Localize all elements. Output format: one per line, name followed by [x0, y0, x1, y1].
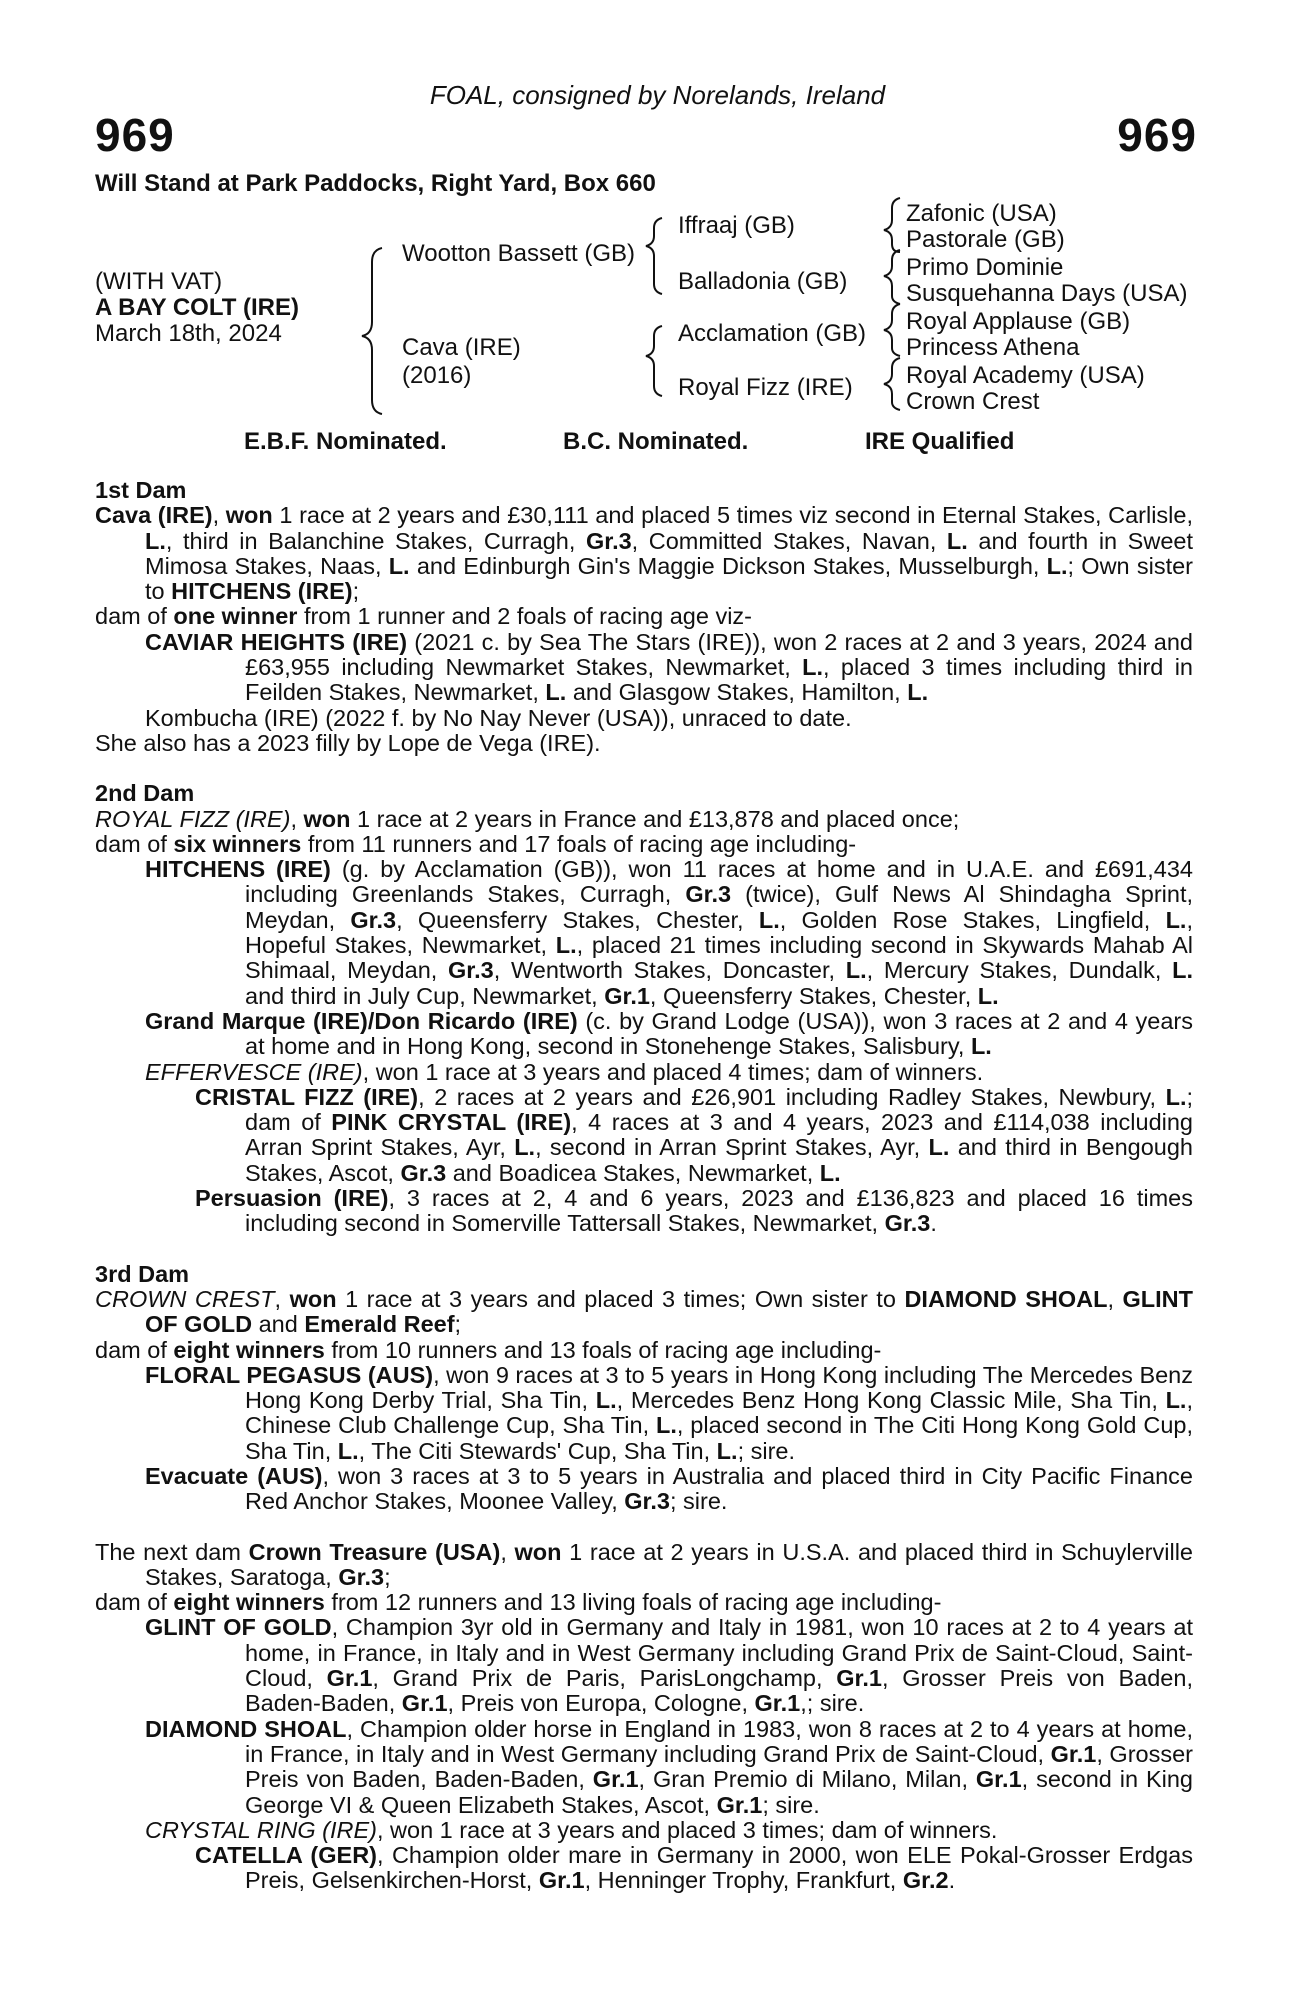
section-first-dam: 1st Dam: [95, 477, 187, 503]
pedigree-sire-sire: Iffraaj (GB): [678, 212, 795, 239]
pedigree-dss: Royal Applause (GB): [906, 308, 1131, 335]
first-dam-entry: Cava (IRE), won 1 race at 2 years and £30,111 and placed 5 times viz second in Eternal Stakes, Carlisle, L., third in Balanchine Stakes, Curragh, Gr.3, Committed Stakes, Navan, L. and fourth in Sweet Mimosa Stakes, Naas, L. and Edinburgh Gin's Maggie Dickson Stakes, Musselburgh, L.; Own sister to HITCHENS (IRE);: [95, 502, 1193, 605]
pedigree-dam-dam: Royal Fizz (IRE): [678, 374, 853, 401]
produce-hitchens: HITCHENS (IRE) (g. by Acclamation (GB)), won 11 races at home and in U.A.E. and £691,434 including Greenlands Stakes, Curragh, Gr.3 (twice), Gulf News Al Shindagha Sprint, Meydan, Gr.3, Queensferry Stakes, Chester, L., Golden Rose Stakes, Lingfield, L., Hopeful Stakes, Newmarket, L., placed 21 times including second in Skywards Mahab Al Shimaal, Meydan, Gr.3, Wentworth Stakes, Doncaster, L., Mercury Stakes, Dundalk, L. and third in July Cup, Newmarket, Gr.1, Queensferry Stakes, Chester, L.: [145, 856, 1194, 1009]
second-dam-entry: ROYAL FIZZ (IRE), won 1 race at 2 years in France and £13,878 and placed once;: [95, 805, 960, 832]
foal-consignor: FOAL, consigned by Norelands, Ireland: [429, 80, 886, 110]
vat-label: (WITH VAT): [95, 268, 223, 295]
produce-kombucha: Kombucha (IRE) (2022 f. by No Nay Never (USA)), unraced to date.: [145, 704, 852, 731]
pedigree-sdd: Susquehanna Days (USA): [906, 280, 1188, 307]
pedigree-sire-dam: Balladonia (GB): [678, 268, 848, 295]
ebf-nominated: E.B.F. Nominated.: [244, 428, 447, 455]
produce-crystal-ring: CRYSTAL RING (IRE), won 1 race at 3 years and placed 3 times; dam of winners.: [145, 1816, 998, 1843]
produce-evacuate: Evacuate (AUS), won 3 races at 3 to 5 years in Australia and placed third in City Pacific Finance Red Anchor Stakes, Moonee Valley, Gr.3; sire.: [145, 1462, 1193, 1515]
produce-grand-marque: Grand Marque (IRE)/Don Ricardo (IRE) (c. by Grand Lodge (USA)), won 3 races at 2 and 4 years at home and in Hong Kong, second in Stonehenge Stakes, Salisbury, L.: [145, 1007, 1193, 1060]
section-third-dam: 3rd Dam: [95, 1260, 190, 1287]
pedigree-dam-sire: Acclamation (GB): [678, 320, 867, 347]
pedigree-dam: Cava (IRE): [402, 334, 521, 361]
produce-caviar-heights: CAVIAR HEIGHTS (IRE) (2021 c. by Sea The Stars (IRE)), won 2 races at 2 and 3 years, 2024 and £63,955 including Newmarket Stakes, Newmarket, L., placed 3 times including third in Feilden Stakes, Newmarket, L. and Glasgow Stakes, Hamilton, L.: [145, 628, 1193, 706]
pedigree-braces: [0, 0, 1315, 420]
foaling-date: March 18th, 2024: [95, 320, 282, 347]
next-dam-entry: The next dam Crown Treasure (USA), won 1 race at 2 years in U.S.A. and placed third in Schuylerville Stakes, Saratoga, Gr.3;: [95, 1538, 1193, 1590]
bc-nominated: B.C. Nominated.: [563, 428, 749, 455]
pedigree-sss: Zafonic (USA): [906, 200, 1057, 227]
produce-filly-note: She also has a 2023 filly by Lope de Vega (IRE).: [95, 729, 601, 756]
pedigree-ssd: Pastorale (GB): [906, 226, 1065, 253]
produce-persuasion: Persuasion (IRE), 3 races at 2, 4 and 6 years, 2023 and £136,823 and placed 16 times including second in Somerville Tattersall Stakes, Newmarket, Gr.3.: [195, 1185, 1193, 1237]
first-dam-produce-summary: dam of one winner from 1 runner and 2 foals of racing age viz-: [95, 603, 752, 630]
produce-catella: CATELLA (GER), Champion older mare in Germany in 2000, won ELE Pokal-Grosser Erdgas Preis, Gelsenkirchen-Horst, Gr.1, Henninger Trophy, Frankfurt, Gr.2.: [195, 1842, 1193, 1894]
pedigree-dsd: Princess Athena: [906, 334, 1080, 361]
produce-effervesce: EFFERVESCE (IRE), won 1 race at 3 years and placed 4 times; dam of winners.: [145, 1058, 984, 1085]
produce-glint-of-gold: GLINT OF GOLD, Champion 3yr old in Germany and Italy in 1981, won 10 races at 2 to 4 years at home, in France, in Italy and in West Germany including Grand Prix de Saint-Cloud, Saint-Cloud, Gr.1, Grand Prix de Paris, ParisLongchamp, Gr.1, Grosser Preis von Baden, Baden-Baden, Gr.1, Preis von Europa, Cologne, Gr.1,; sire.: [145, 1614, 1193, 1717]
pedigree-sire: Wootton Bassett (GB): [402, 240, 635, 267]
next-dam-produce-summary: dam of eight winners from 12 runners and 13 living foals of racing age including-: [95, 1589, 942, 1616]
third-dam-entry: CROWN CREST, won 1 race at 3 years and placed 3 times; Own sister to DIAMOND SHOAL, GLINT OF GOLD and Emerald Reef;: [95, 1285, 1194, 1338]
lot-number-right: 969: [1117, 109, 1197, 161]
section-second-dam: 2nd Dam: [95, 780, 195, 807]
stand-location: Will Stand at Park Paddocks, Right Yard, Box 660: [95, 170, 656, 197]
catalogue-body: [95, 478, 1193, 1894]
produce-floral-pegasus: FLORAL PEGASUS (AUS), won 9 races at 3 to 5 years in Hong Kong including The Mercedes Benz Hong Kong Derby Trial, Sha Tin, L., Mercedes Benz Hong Kong Classic Mile, Sha Tin, L., Chinese Club Challenge Cup, Sha Tin, L., placed second in The Citi Hong Kong Gold Cup, Sha Tin, L., The Citi Stewards' Cup, Sha Tin, L.; sire.: [145, 1361, 1194, 1464]
produce-cristal-fizz: CRISTAL FIZZ (IRE), 2 races at 2 years and £26,901 including Radley Stakes, Newbury, L.; dam of PINK CRYSTAL (IRE), 4 races at 3 and 4 years, 2023 and £114,038 including Arran Sprint Stakes, Ayr, L., second in Arran Sprint Stakes, Ayr, L. and third in Bengough Stakes, Ascot, Gr.3 and Boadicea Stakes, Newmarket, L.: [195, 1083, 1194, 1186]
ire-qualified: IRE Qualified: [865, 428, 1015, 455]
pedigree-dds: Royal Academy (USA): [906, 362, 1145, 389]
second-dam-produce-summary: dam of six winners from 11 runners and 17 foals of racing age including-: [95, 830, 857, 857]
pedigree-dam-year: (2016): [402, 362, 472, 389]
pedigree-ddd: Crown Crest: [906, 388, 1040, 415]
produce-diamond-shoal: DIAMOND SHOAL, Champion older horse in England in 1983, won 8 races at 2 to 4 years at home, in France, in Italy and in West Germany including Grand Prix de Saint-Cloud, Gr.1, Grosser Preis von Baden, Baden-Baden, Gr.1, Gran Premio di Milano, Milan, Gr.1, second in King George VI & Queen Elizabeth Stakes, Ascot, Gr.1; sire.: [145, 1715, 1194, 1818]
colt-name: A BAY COLT (IRE): [95, 294, 300, 321]
lot-number-left: 969: [95, 109, 175, 161]
third-dam-produce-summary: dam of eight winners from 10 runners and 13 foals of racing age including-: [95, 1336, 882, 1363]
pedigree-sds: Primo Dominie: [906, 254, 1064, 281]
